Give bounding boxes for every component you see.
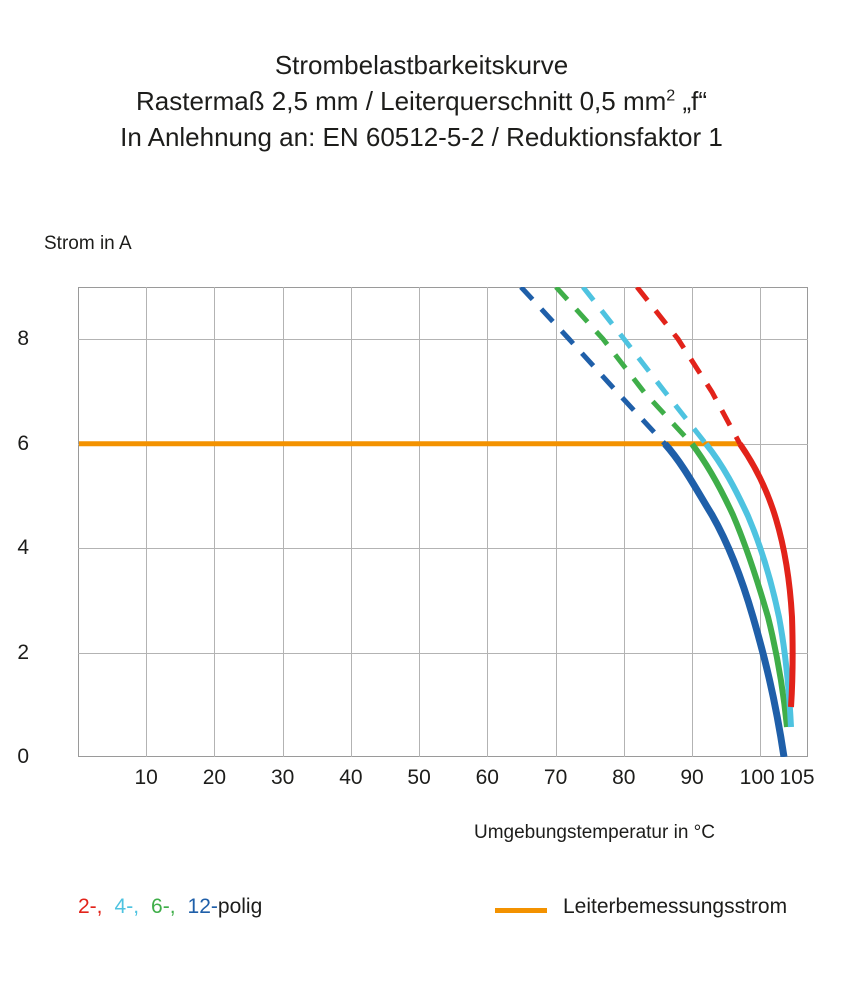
- x-tick-50: 50: [407, 766, 431, 789]
- legend-item-4-polig: 4-,: [114, 895, 140, 918]
- x-tick-105: 105: [779, 766, 815, 789]
- chart-title: [0, 48, 843, 156]
- title-line-2: [0, 84, 843, 120]
- legend-rated-current-label: Leiterbemessungsstrom: [563, 895, 788, 918]
- x-tick-20: 20: [202, 766, 227, 789]
- x-tick-60: 60: [475, 766, 499, 789]
- curve-2-polig-dashed: [637, 287, 740, 444]
- title-line-3: In Anlehnung an: EN 60512-5-2 / Reduktionsfaktor 1: [120, 121, 723, 152]
- x-tick-80: 80: [612, 766, 636, 789]
- title-line-2-suffix: „f“: [675, 85, 708, 116]
- y-tick-6: 6: [17, 431, 29, 455]
- y-axis-label: Strom in A: [44, 233, 132, 254]
- legend-item-12-polig: 12-: [187, 895, 218, 918]
- chart-plot-area: [78, 287, 808, 757]
- y-tick-8: 8: [17, 327, 29, 351]
- x-tick-30: 30: [271, 766, 295, 789]
- title-line-2-superscript: 2: [666, 86, 676, 105]
- x-tick-40: 40: [339, 766, 363, 789]
- x-tick-70: 70: [543, 766, 568, 789]
- legend-item-2-polig: 2-,: [78, 895, 103, 918]
- y-tick-2: 2: [17, 640, 29, 664]
- x-tick-100: 100: [739, 766, 775, 789]
- legend-series-group: [78, 895, 274, 919]
- legend-suffix-polig: polig: [217, 895, 263, 918]
- title-line-2-main: Rastermaß 2,5 mm / Leiterquerschnitt 0,5 mm: [135, 85, 667, 116]
- x-tick-90: 90: [680, 766, 704, 789]
- chart-legend: [0, 895, 843, 935]
- curve-6-polig-dashed: [556, 287, 692, 444]
- x-axis-label: Umgebungstemperatur in °C: [474, 822, 715, 843]
- chart-curves: [78, 287, 808, 757]
- y-tick-0: 0: [17, 745, 29, 768]
- legend-rated-current-swatch: [495, 908, 547, 913]
- x-tick-10: 10: [134, 766, 158, 789]
- title-line-1: Strombelastbarkeitskurve: [274, 50, 569, 80]
- y-tick-4: 4: [17, 536, 29, 560]
- legend-item-6-polig: 6-,: [151, 895, 176, 918]
